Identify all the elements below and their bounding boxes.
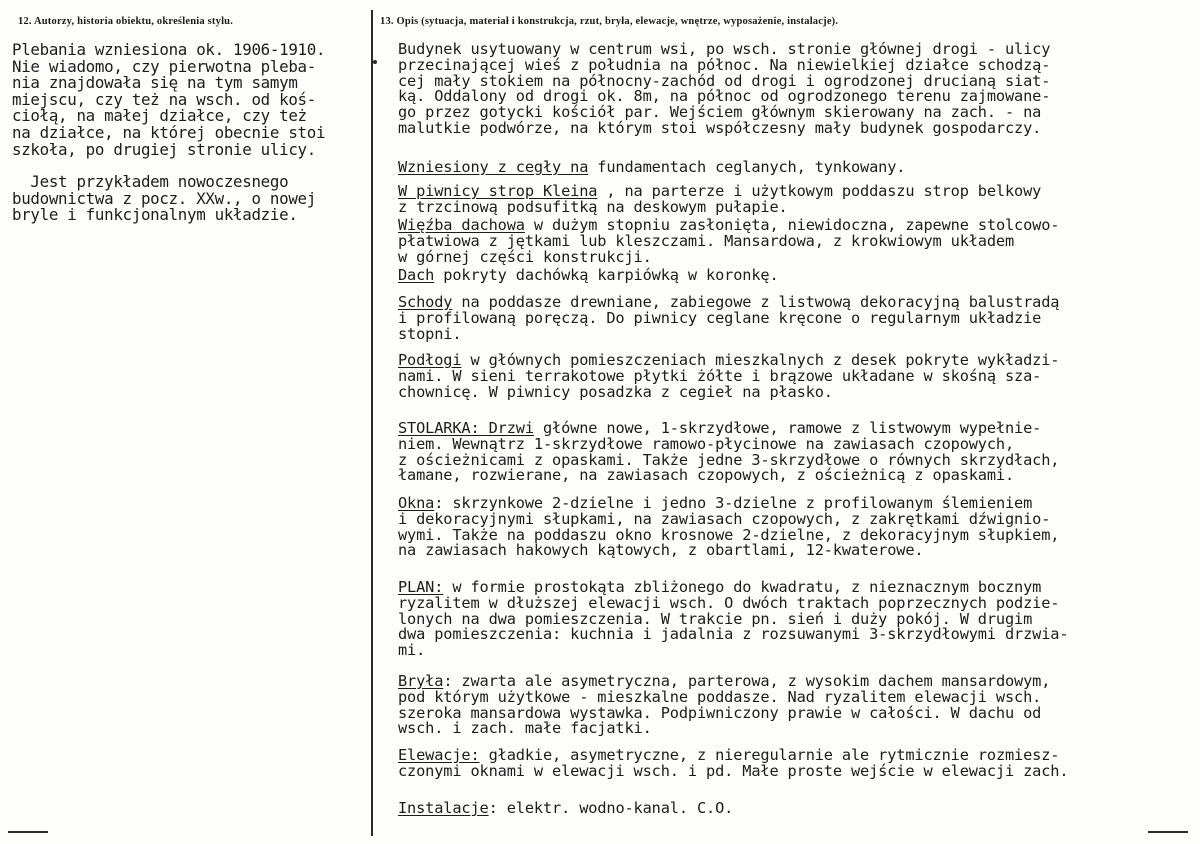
elevations-label: Elewacje: (398, 746, 480, 764)
roof-paragraph: Dach pokryty dachówką karpiówką w koronkę. (398, 266, 779, 284)
stairs-paragraph: Schody na poddasze drewniane, zabiegowe z listwową dekoracyjną balustradą i profilowaną poręczą. Do piwnicy ceglane kręcone o regularnym układzie stopni. (398, 293, 1060, 343)
windows-paragraph: Okna: skrzynkowe 2-dzielne i jedno 3-dzielne z profilowanym ślemieniem i dekoracyjnymi słupkami, na zawiasach czopowych, z zakrętkami dźwignio- wymi. Także na poddaszu okno krosnowe 2-dzielne, z dekoracyjnym słupkiem, na zawiasach hakowych kątowych, z obartlami, 12-kwaterowe. (398, 494, 1060, 560)
roof-label: Dach (398, 266, 435, 284)
right-column-header: 13. Opis (sytuacja, materiał i konstrukcja, rzut, bryła, elewacje, wnętrze, wyposażenie, instalacje). (380, 16, 839, 27)
roof-truss-paragraph: Więźba dachowa w dużym stopniu zasłonięta, niewidoczna, zapewne stolcowo- płatwiowa z jętkami lub kleszczami. Mansardowa, z krokwiowym układem w górnej części konstrukcji. (398, 216, 1060, 266)
floors-paragraph: Podłogi w głównych pomieszczeniach mieszkalnych z desek pokryte wykładzi- nami. W sieni terrakotowe płytki żółte i brązowe układane w skośną sza- chownicę. W piwnicy posadzka z cegieł na płasko. (398, 351, 1060, 401)
plan-label: PLAN: (398, 578, 444, 596)
elevations-paragraph: Elewacje: gładkie, asymetryczne, z nieregularnie ale rytmicznie rozmiesz- czonymi oknami w elewacji wsch. i pd. Małe proste wejście w elewacji zach. (398, 746, 1069, 780)
left-column-header: 12. Autorzy, historia obiektu, określenia stylu. (18, 16, 234, 27)
walls-paragraph: Wzniesiony z cegły na fundamentach ceglanych, tynkowany. (398, 158, 906, 176)
joinery-label: STOLARKA: Drzwi (398, 419, 534, 437)
ink-dot (373, 60, 377, 64)
ceilings-label: W piwnicy strop Kleina (398, 182, 598, 200)
stairs-label: Schody (398, 293, 453, 311)
plan-paragraph: PLAN: w formie prostokąta zbliżonego do kwadratu, z nieznacznym bocznym ryzalitem w dłuższej elewacji wsch. O dwóch traktach poprzecznych podzie- lonych na dwa pomieszczenia. W trakcie pn. sień i duży pokój. W drugim dwa pomieszczenia: kuchnia i jadalnia z rozsuwanymi 3-skrzydłowymi drzwia- mi. (398, 578, 1069, 660)
roof-truss-label: Więźba dachowa (398, 216, 525, 234)
installations-label: Instalacje (398, 799, 489, 817)
history-paragraph: Plebania wzniesiona ok. 1906-1910. Nie wiadomo, czy pierwotna pleba- nia znajdowała się na tym samym miejscu, czy też na wsch. od koś- ciołą, na małej działce, czy też na działce, na której obecnie stoi szkoła, po drugiej stronie ulicy. (12, 40, 326, 159)
massing-paragraph: Bryła: zwarta ale asymetryczna, parterowa, z wysokim dachem mansardowym, pod którym użytkowe - mieszkalne poddasze. Nad ryzalitem elewacji wsch. szeroka mansardowa wystawka. Podpiwniczony prawie w całości. W dachu od wsch. i zach. małe facjatki. (398, 672, 1051, 738)
situation-paragraph: Budynek usytuowany w centrum wsi, po wsch. stronie głównej drogi - ulicy przecinającej wieś z południa na północ. Na niewielkiej działce schodzą- cej mały stokiem na północny-zachód od drogi i ogrodzonej drucianą siat- ką. Oddalony od drogi ok. 8m, na północ od ogrodzonego terenu zajmowane- go przez gotycki kościół par. Wejściem głównym skierowany na zach. - na malutkie podwórze, na którym stoi współczesny mały budynek gospodarczy. (398, 40, 1051, 137)
floors-label: Podłogi (398, 351, 462, 369)
style-paragraph: Jest przykładem nowoczesnego budownictwa z pocz. XXw., o nowej bryle i funkcjonalnym układzie. (12, 172, 316, 225)
bottom-left-rule (8, 831, 48, 833)
ceilings-paragraph: W piwnicy strop Kleina , na parterze i użytkowym poddaszu strop belkowy z trzcinową podsufitką na deskowym pułapie. (398, 182, 1042, 216)
installations-paragraph: Instalacje: elektr. wodno-kanal. C.O. (398, 799, 734, 817)
massing-label: Bryła (398, 672, 444, 690)
walls-label: Wzniesiony z cegły na (398, 158, 589, 176)
windows-label: Okna (398, 494, 435, 512)
column-divider (371, 10, 373, 836)
joinery-paragraph: STOLARKA: Drzwi główne nowe, 1-skrzydłowe, ramowe z listwowym wypełnie- niem. Wewnątrz 1-skrzydłowe ramowo-płycinowe na zawiasach czopowych, z ościeżnicami z opaskami. Także jedne 3-skrzydłowe o równych skrzydłach, łamane, rozwierane, na zawiasach czopowych, z ościeżnicą z opaskami. (398, 419, 1060, 485)
bottom-right-rule (1148, 831, 1188, 833)
